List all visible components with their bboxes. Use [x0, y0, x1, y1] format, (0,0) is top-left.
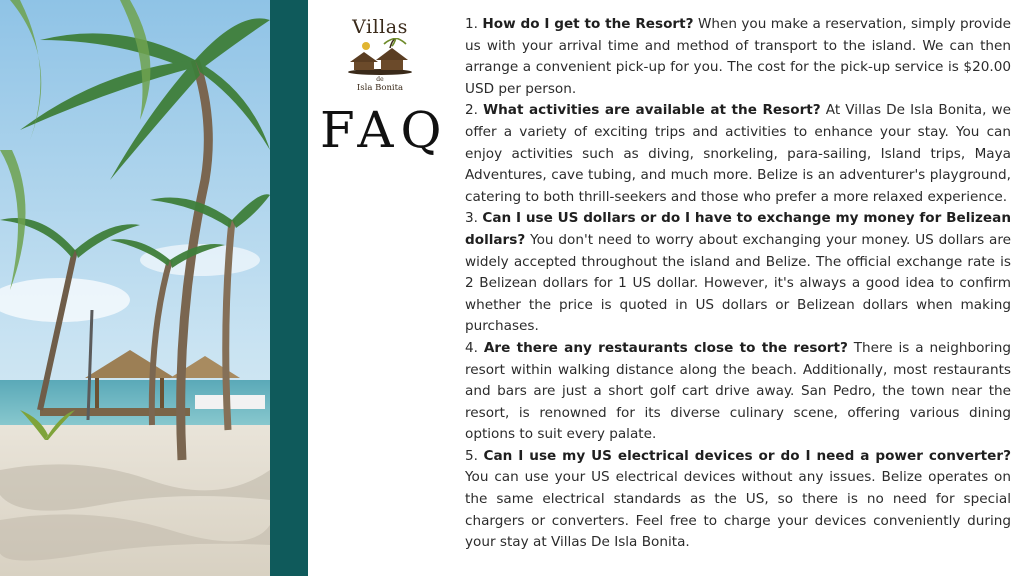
- faq-answer: At Villas De Isla Bonita, we offer a variety of exciting trips and activities to enhance your stay. You can enjoy activities such as diving, snorkeling, para-sailing, Island trips, Maya Adventures, cave tubing, and much more. Belize is an adventurer's playground, catering to both thrill-seekers and those who prefer a more relaxed experience.: [465, 102, 1012, 205]
- faq-item-3: [465, 208, 1011, 338]
- faq-item-1: [465, 14, 1011, 100]
- faq-answer: There is a neighboring resort within walking distance along the beach. Additionally, most restaurants and bars are just a short golf cart drive away. San Pedro, the town near the resort, is renowned for its diverse culinary scene, offering various dining options to suit every palate.: [465, 339, 1011, 443]
- palm-hut-logo-icon: [346, 38, 414, 76]
- faq-question: Can I use US dollars or do I have to exchange my money for Belizean dollars?: [465, 210, 1011, 248]
- faq-item-4: [465, 338, 1011, 446]
- faq-answer: You can use your US electrical devices without any issues. Belize operates on the same electrical standards as the US, so there is no need for special chargers or converters. Feel free to charge your devices conveniently during your stay at Villas De Isla Bonita.: [465, 469, 1011, 551]
- faq-item-5: [465, 446, 1011, 554]
- teal-divider-stripe: [270, 0, 308, 576]
- faq-item-2: [465, 100, 1011, 208]
- page-title: FAQ: [320, 101, 449, 159]
- faq-question: How do I get to the Resort?: [482, 16, 694, 32]
- faq-number: 3.: [465, 210, 478, 227]
- faq-answer: You don't need to worry about exchanging your money. US dollars are widely accepted throughout the island and Belize. The official exchange rate is 2 Belizean dollars for 1 US dollar. However, it's always a good idea to confirm whether the price is quoted in US dollars or Belizean dollars when making purchases.: [465, 231, 1011, 335]
- logo-de-text: de: [376, 76, 384, 83]
- faq-list: [465, 14, 1011, 554]
- faq-number: 1.: [465, 16, 478, 32]
- faq-question: Can I use my US electrical devices or do I need a power converter?: [483, 447, 1011, 464]
- faq-question: Are there any restaurants close to the resort?: [483, 339, 848, 356]
- villas-logo: [330, 12, 430, 102]
- faq-number: 5.: [465, 447, 478, 464]
- faq-number: 4.: [465, 339, 478, 356]
- faq-answer: When you make a reservation, simply provide us with your arrival time and method of transport to the island. We can then arrange a convenient pick-up for you. The cost for the pick-up service is $20.00 USD per person.: [465, 16, 1012, 97]
- logo-isla-bonita-text: Isla Bonita: [356, 83, 404, 93]
- logo-villas-text: Villas: [352, 16, 408, 38]
- faq-number: 2.: [465, 102, 478, 119]
- faq-question: What activities are available at the Resort?: [483, 102, 821, 119]
- beach-photo: [0, 0, 270, 576]
